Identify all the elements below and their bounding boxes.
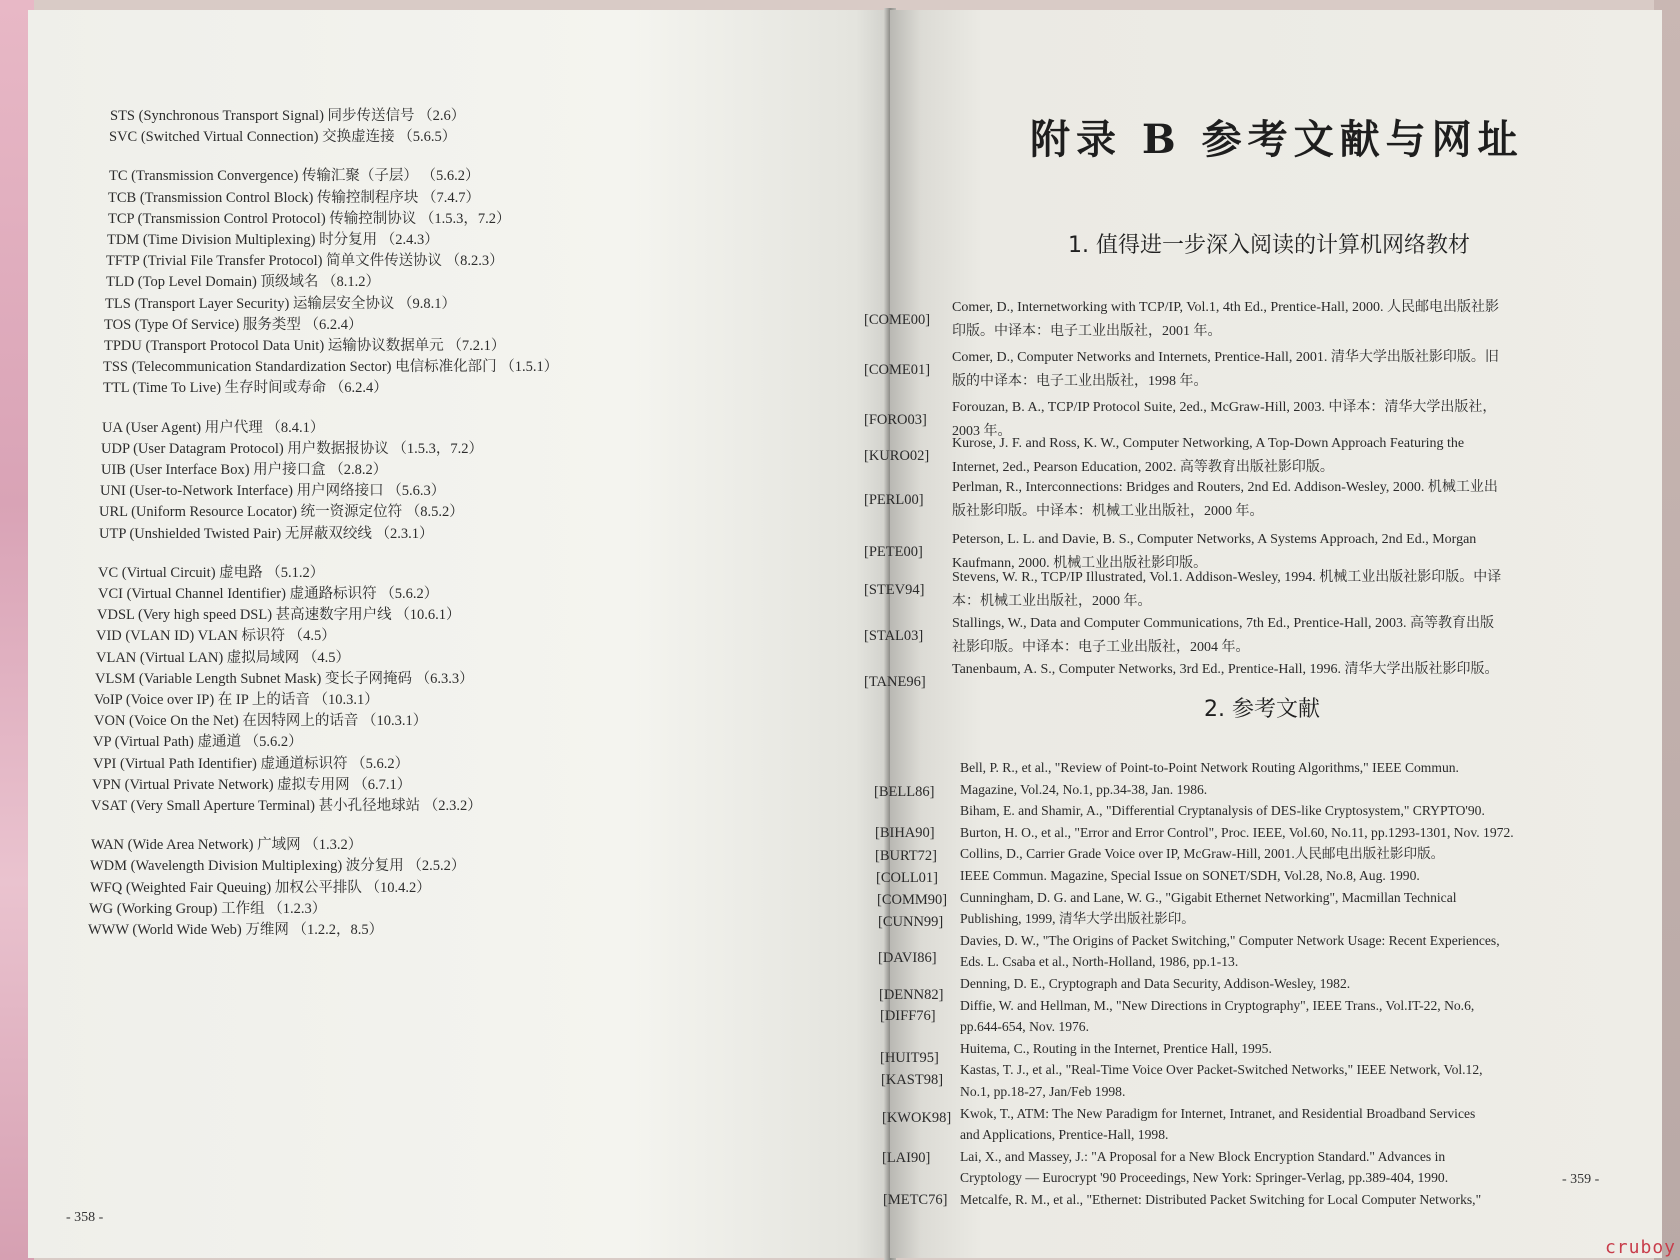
reference-text-line: 本：机械工业出版社，2000 年。 xyxy=(952,594,1152,609)
reference-text-line: Lai, X., and Massey, J.: "A Proposal for a New Block Encryption Standard." Advances in xyxy=(960,1148,1446,1164)
reference-key: [KAST98] xyxy=(881,1072,944,1088)
reference-key: [BURT72] xyxy=(875,848,937,864)
reference-text-line: IEEE Commun. Magazine, Special Issue on SONET/SDH, Vol.28, No.8, Aug. 1990. xyxy=(960,868,1420,883)
glossary-entry: TSS (Telecommunication Standardization Sector) 电信标准化部门 （1.5.1） xyxy=(103,359,559,376)
reference-text-line: No.1, pp.18-27, Jan/Feb 1998. xyxy=(960,1084,1126,1099)
reference-key: [HUIT95] xyxy=(880,1050,939,1066)
reference-text-line: Collins, D., Carrier Grade Voice over IP, McGraw-Hill, 2001.人民邮电出版社影印版。 xyxy=(960,846,1445,862)
glossary-entry: UDP (User Datagram Protocol) 用户数据报协议 （1.5.3，7.2） xyxy=(101,440,484,457)
glossary-entry: UA (User Agent) 用户代理 （8.4.1） xyxy=(102,419,325,436)
glossary-entry: URL (Uniform Resource Locator) 统一资源定位符 （8.5.2） xyxy=(99,504,464,521)
glossary-entry: TC (Transmission Convergence) 传输汇聚（子层） （5.6.2） xyxy=(109,168,480,185)
reference-text-line: Kastas, T. J., et al., "Real-Time Voice Over Packet-Switched Networks," IEEE Network, Vol.12, xyxy=(960,1062,1483,1078)
reference-text-line: Tanenbaum, A. S., Computer Networks, 3rd Ed., Prentice-Hall, 1996. 清华大学出版社影印版。 xyxy=(952,662,1499,677)
reference-key: [BELL86] xyxy=(874,784,935,800)
reference-text-line: Publishing, 1999, 清华大学出版社影印。 xyxy=(960,911,1195,927)
reference-key: [METC76] xyxy=(883,1192,948,1208)
reference-text-line: Bell, P. R., et al., "Review of Point-to-Point Network Routing Algorithms," IEEE Commun. xyxy=(960,760,1459,775)
reference-text-line: Metcalfe, R. M., et al., "Ethernet: Distributed Packet Switching for Local Computer Networks," xyxy=(960,1192,1482,1207)
glossary-entry: VPN (Virtual Private Network) 虚拟专用网 （6.7.1） xyxy=(92,776,412,793)
glossary-entry: TCP (Transmission Control Protocol) 传输控制协议 （1.5.3，7.2） xyxy=(108,210,511,227)
reference-text-line: 版社影印版。中译本：机械工业出版社，2000 年。 xyxy=(952,504,1264,519)
glossary-entry: VSAT (Very Small Aperture Terminal) 甚小孔径地球站 （2.3.2） xyxy=(91,798,482,814)
glossary-entry: VDSL (Very high speed DSL) 甚高速数字用户线 （10.6.1） xyxy=(97,607,461,624)
glossary-entry: VCI (Virtual Channel Identifier) 虚通路标识符 （5.6.2） xyxy=(98,586,439,602)
appendix-title: 附录 B 参考文献与网址 xyxy=(1030,116,1524,163)
reference-key: [PETE00] xyxy=(864,544,923,560)
reference-text-line: Kaufmann, 2000. 机械工业出版社影印版。 xyxy=(952,556,1208,571)
glossary-entry: TTL (Time To Live) 生存时间或寿命 （6.2.4） xyxy=(103,380,388,397)
glossary-entry: VLAN (Virtual LAN) 虚拟局域网 （4.5） xyxy=(96,649,351,666)
reference-key: [COME01] xyxy=(864,362,931,378)
reference-text-line: and Applications, Prentice-Hall, 1998. xyxy=(960,1127,1169,1143)
reference-text-line: Davies, D. W., "The Origins of Packet Switching," Computer Network Usage: Recent Experiences, xyxy=(960,932,1500,948)
reference-key: [DAVI86] xyxy=(878,950,937,966)
glossary-entry: TOS (Type Of Service) 服务类型 （6.2.4） xyxy=(104,316,363,333)
reference-text-line: Perlman, R., Interconnections: Bridges and Routers, 2nd Ed. Addison-Wesley, 2000. 机械工业出 xyxy=(952,480,1498,495)
glossary-entry: WFQ (Weighted Fair Queuing) 加权公平排队 （10.4.2） xyxy=(90,879,431,896)
reference-key: [COMM90] xyxy=(877,892,948,908)
reference-key: [TANE96] xyxy=(864,674,926,690)
reference-key: [LAI90] xyxy=(882,1150,931,1166)
glossary-entry: UNI (User-to-Network Interface) 用户网络接口 （5.6.3） xyxy=(100,483,446,500)
glossary-entry: WAN (Wide Area Network) 广域网 （1.3.2） xyxy=(91,837,363,854)
glossary-entry: WG (Working Group) 工作组 （1.2.3） xyxy=(89,900,327,917)
glossary-entry: TFTP (Trivial File Transfer Protocol) 简单文件传送协议 （8.2.3） xyxy=(106,253,504,270)
reference-text-line: 2003 年。 xyxy=(952,424,1012,439)
glossary-entry: VPI (Virtual Path Identifier) 虚通道标识符 （5.6.2） xyxy=(93,755,410,772)
glossary-entry: WDM (Wavelength Division Multiplexing) 波分复用 （2.5.2） xyxy=(90,858,466,875)
section2-heading: 2. 参考文献 xyxy=(1204,697,1320,722)
glossary-entry: VLSM (Variable Length Subnet Mask) 变长子网掩码 （6.3.3） xyxy=(95,670,474,687)
reference-key: [DIFF76] xyxy=(880,1008,936,1024)
reference-text-line: Cunningham, D. G. and Lane, W. G., "Gigabit Ethernet Networking", Macmillan Technical xyxy=(960,889,1457,905)
glossary-entry: SVC (Switched Virtual Connection) 交换虚连接 （5.6.5） xyxy=(109,129,457,146)
reference-text-line: pp.644-654, Nov. 1976. xyxy=(960,1019,1090,1035)
reference-text-line: Peterson, L. L. and Davie, B. S., Computer Networks, A Systems Approach, 2nd Ed., Morgan xyxy=(952,532,1477,547)
reference-text-line: Stevens, W. R., TCP/IP Illustrated, Vol.1. Addison-Wesley, 1994. 机械工业出版社影印版。中译 xyxy=(952,570,1502,585)
glossary-entry: WWW (World Wide Web) 万维网 （1.2.2，8.5） xyxy=(88,922,384,938)
glossary-entry: VP (Virtual Path) 虚通道 （5.6.2） xyxy=(93,734,303,751)
reference-key: [COME00] xyxy=(864,312,931,328)
reference-text-line: Cryptology — Eurocrypt '90 Proceedings, New York: Springer-Verlag, pp.389-404, 1990. xyxy=(960,1170,1449,1186)
section1-heading: 1. 值得进一步深入阅读的计算机网络教材 xyxy=(1068,233,1470,258)
left-page xyxy=(28,10,890,1258)
glossary-entry: VC (Virtual Circuit) 虚电路 （5.1.2） xyxy=(98,564,325,581)
right-page xyxy=(864,10,1662,1258)
reference-text-line: Huitema, C., Routing in the Internet, Prentice Hall, 1995. xyxy=(960,1040,1272,1056)
reference-text-line: Diffie, W. and Hellman, M., "New Directions in Cryptography", IEEE Trans., Vol.IT-22, No.6, xyxy=(960,997,1475,1013)
glossary-entry: TDM (Time Division Multiplexing) 时分复用 （2.4.3） xyxy=(107,232,439,248)
reference-text-line: Biham, E. and Shamir, A., "Differential Cryptanalysis of DES-like Cryptosystem," CRYPTO'90. xyxy=(960,803,1485,819)
glossary-entry: UIB (User Interface Box) 用户接口盒 （2.8.2） xyxy=(101,462,388,478)
glossary-entry: VoIP (Voice over IP) 在 IP 上的话音 （10.3.1） xyxy=(94,692,379,708)
reference-text-line: Eds. L. Csaba et al., North-Holland, 1986, pp.1-13. xyxy=(960,954,1239,970)
reference-key: [COLL01] xyxy=(876,870,939,886)
reference-text-line: 版的中译本：电子工业出版社，1998 年。 xyxy=(952,374,1208,389)
reference-text-line: Kwok, T., ATM: The New Paradigm for Internet, Intranet, and Residential Broadband Services xyxy=(960,1105,1476,1121)
reference-key: [FORO03] xyxy=(864,412,927,428)
reference-text-line: Forouzan, B. A., TCP/IP Protocol Suite, 2ed., McGraw-Hill, 2003. 中译本：清华大学出版社， xyxy=(952,400,1497,415)
reference-text-line: Comer, D., Internetworking with TCP/IP, Vol.1, 4th Ed., Prentice-Hall, 2000. 人民邮电出版社影 xyxy=(952,300,1499,315)
glossary-entry: TCB (Transmission Control Block) 传输控制程序块 （7.4.7） xyxy=(108,189,481,206)
reference-key: [PERL00] xyxy=(864,492,924,508)
reference-key: [STEV94] xyxy=(864,582,925,598)
glossary-entry: UTP (Unshielded Twisted Pair) 无屏蔽双绞线 （2.3.1） xyxy=(99,525,434,542)
reference-text-line: Stallings, W., Data and Computer Communications, 7th Ed., Prentice-Hall, 2003. 高等教育出版 xyxy=(952,616,1495,631)
reference-text-line: Denning, D. E., Cryptograph and Data Security, Addison-Wesley, 1982. xyxy=(960,976,1351,991)
reference-text-line: 印版。中译本：电子工业出版社，2001 年。 xyxy=(952,324,1222,339)
right-page-number: - 359 - xyxy=(1562,1172,1600,1187)
left-page-number: - 358 - xyxy=(66,1210,104,1225)
reference-text-line: 社影印版。中译本：电子工业出版社，2004 年。 xyxy=(952,640,1250,655)
reference-key: [BIHA90] xyxy=(875,825,935,841)
glossary-entry: TLS (Transport Layer Security) 运输层安全协议 （9.8.1） xyxy=(105,295,457,312)
reference-key: [STAL03] xyxy=(864,628,924,644)
reference-key: [KWOK98] xyxy=(882,1110,952,1126)
glossary-entry: VON (Voice On the Net) 在因特网上的话音 （10.3.1） xyxy=(94,713,428,730)
glossary-entry: VID (VLAN ID) VLAN 标识符 （4.5） xyxy=(96,628,336,645)
glossary-entry: TPDU (Transport Protocol Data Unit) 运输协议数据单元 （7.2.1） xyxy=(104,338,506,354)
reference-key: [CUNN99] xyxy=(878,914,944,930)
reference-key: [KURO02] xyxy=(864,448,930,464)
reference-text-line: Magazine, Vol.24, No.1, pp.34-38, Jan. 1986. xyxy=(960,781,1208,797)
glossary-entry: TLD (Top Level Domain) 顶级域名 （8.1.2） xyxy=(106,274,381,291)
reference-text-line: Comer, D., Computer Networks and Internets, Prentice-Hall, 2001. 清华大学出版社影印版。旧 xyxy=(952,350,1499,365)
reference-text-line: Burton, H. O., et al., "Error and Error Control", Proc. IEEE, Vol.60, No.11, pp.1293-1301, Nov. 1972. xyxy=(960,824,1514,840)
glossary-entry: STS (Synchronous Transport Signal) 同步传送信号 （2.6） xyxy=(110,108,466,124)
reference-key: [DENN82] xyxy=(879,987,944,1003)
reference-text-line: Internet, 2ed., Pearson Education, 2002. 高等教育出版社影印版。 xyxy=(952,460,1334,475)
reference-text-line: Kurose, J. F. and Ross, K. W., Computer Networking, A Top-Down Approach Featuring the xyxy=(952,436,1465,451)
watermark-text: cruboy xyxy=(1604,1237,1676,1258)
